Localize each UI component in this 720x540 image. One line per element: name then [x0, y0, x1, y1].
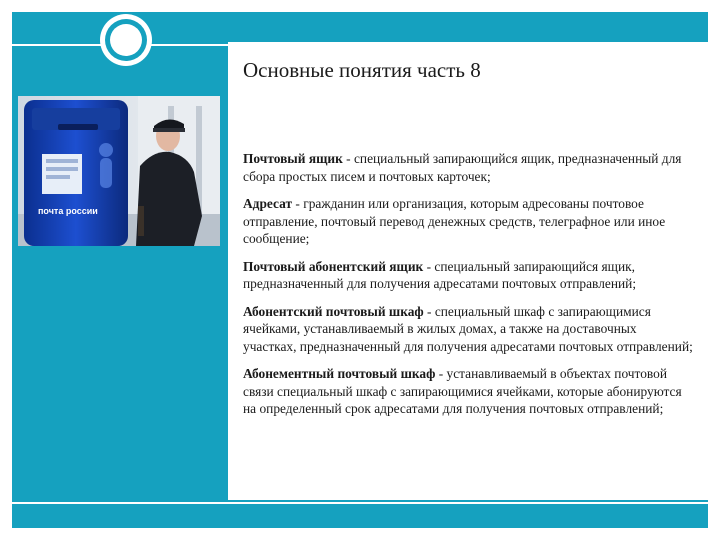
definition-term: Почтовый ящик [243, 151, 343, 166]
definitions-list [243, 150, 693, 428]
definition-text: - гражданин или организация, которым адресованы почтовое отправление, почтовый перевод денежных средств, телеграфное или иное сообщение; [243, 196, 666, 246]
definition-text: - устанавливаемый в объектах почтовой связи специальный шкаф с запирающимися ячейками, которые абонируются на определенный срок адресатами для получения почтовых отправлений; [243, 366, 682, 416]
definition-text: - специальный запирающийся ящик, предназначенный для сбора простых писем и почтовых карточек; [243, 151, 682, 184]
post-office-photo [18, 96, 220, 246]
definition-item [243, 303, 693, 356]
bottom-divider [12, 502, 708, 504]
circle-ring-icon [100, 14, 152, 66]
definition-term: Почтовый абонентский ящик [243, 258, 424, 274]
post-office-illustration [18, 96, 220, 246]
slide-frame-bottom [12, 500, 708, 528]
definition-text: - специальный шкаф с запирающимися ячейками, устанавливаемый в жилых домах, а также на доставочных участках, предназначенный для получения адресатами почтовых отправлений; [243, 303, 693, 354]
definition-item [243, 258, 693, 293]
definition-item [243, 150, 693, 185]
definition-text: - специальный запирающийся ящик, предназначенный для получения адресатами почтовых отправлений; [243, 258, 637, 291]
definition-term: Адресат [243, 196, 293, 211]
definition-term: Абонементный почтовый шкаф [243, 366, 436, 381]
definition-term: Абонентский почтовый шкаф [243, 303, 424, 319]
kiosk-label: почта россии [38, 206, 98, 216]
slide-title: Основные понятия часть 8 [243, 58, 481, 82]
definition-item [243, 365, 693, 418]
definition-item [243, 195, 693, 248]
